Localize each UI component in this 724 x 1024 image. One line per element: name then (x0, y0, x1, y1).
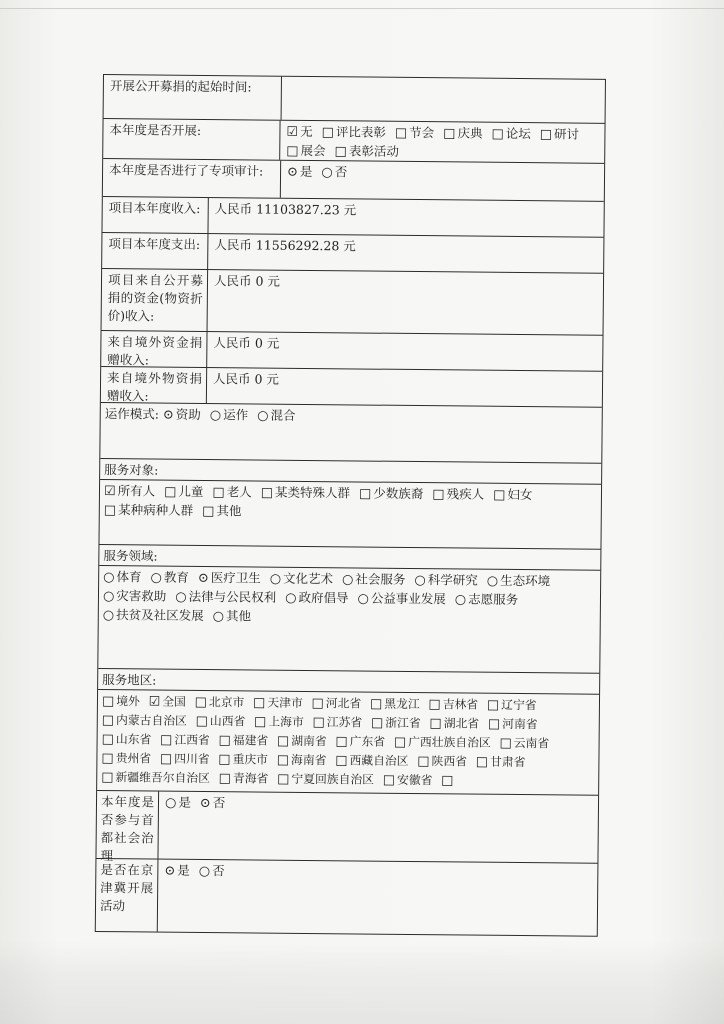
row-activities (103, 119, 604, 164)
checkbox-icon: □ (312, 715, 325, 731)
radio-icon: ○ (175, 589, 187, 605)
option-item[interactable] (493, 487, 532, 502)
option-label: 运作 (223, 407, 249, 423)
option-item[interactable] (487, 573, 551, 589)
option-label: 科学研究 (427, 572, 478, 588)
radio-icon: ○ (321, 165, 333, 181)
checkbox-icon: □ (276, 733, 290, 749)
label-service-target: 服务对象: (100, 459, 601, 485)
option-item[interactable] (311, 696, 361, 710)
option-label: 广东省 (349, 734, 386, 749)
label-service-field: 服务领域: (99, 545, 600, 571)
option-item[interactable] (101, 751, 151, 765)
options-activities (279, 121, 604, 163)
option-item[interactable] (257, 407, 296, 422)
row-service-region (97, 669, 599, 796)
option-label: 宁夏回族自治区 (291, 771, 375, 787)
option-label: 湖南省 (291, 733, 327, 749)
row-public-funds (102, 269, 604, 336)
label-jjj-activities: 是否在京津冀开展活动 (96, 859, 159, 932)
option-item[interactable] (219, 771, 269, 785)
option-item[interactable] (417, 754, 467, 768)
checkbox-icon: □ (475, 754, 489, 770)
option-label: 庆典 (457, 125, 483, 141)
options-operation-mode (163, 407, 301, 423)
row-jjj-activities (96, 859, 598, 936)
radio-selected-icon: ⊙ (199, 795, 211, 812)
value-start-time (282, 77, 605, 82)
checkbox-icon: □ (218, 771, 232, 787)
checked-checkbox-icon: ☑ (103, 484, 116, 500)
option-label: 残疾人 (446, 486, 485, 502)
option-label: 社会服务 (355, 571, 406, 587)
label-overseas-funds: 来自境外资金捐赠收入: (101, 331, 207, 367)
option-item[interactable] (395, 125, 434, 140)
option-item[interactable] (429, 716, 479, 730)
option-item[interactable] (499, 736, 549, 750)
radio-icon: ○ (342, 572, 354, 588)
option-item[interactable] (102, 694, 140, 708)
option-label: 生态环境 (500, 572, 551, 589)
checkbox-icon: □ (311, 696, 324, 712)
option-label: 新疆维吾尔自治区 (115, 770, 211, 786)
radio-icon: ○ (102, 608, 115, 624)
label-capital-governance: 本年度是否参与首都社会治理 (96, 791, 159, 859)
radio-icon: ○ (357, 591, 369, 607)
option-item[interactable] (102, 713, 187, 728)
option-item[interactable] (491, 126, 530, 141)
option-item[interactable] (335, 753, 408, 768)
checkbox-icon: □ (159, 732, 173, 748)
checkbox-icon: □ (486, 697, 500, 713)
option-label: 甘肃省 (489, 754, 526, 770)
option-item[interactable] (335, 734, 385, 748)
option-item[interactable] (357, 590, 445, 606)
checkbox-icon: □ (382, 772, 396, 788)
option-label: 某类特殊人群 (274, 484, 351, 501)
options-service-target (100, 480, 601, 525)
option-item[interactable] (165, 795, 191, 810)
option-item[interactable] (198, 570, 261, 586)
checkbox-icon: □ (491, 126, 504, 142)
scan-shadow (0, 940, 724, 1024)
checkbox-icon: □ (101, 732, 114, 748)
option-label: 法律与公民权利 (188, 588, 277, 605)
option-label: 其他 (216, 503, 242, 519)
checkbox-icon: □ (394, 125, 408, 141)
option-label: 文化艺术 (283, 570, 334, 587)
option-label: 山东省 (115, 732, 152, 747)
option-label: 公益事业发展 (370, 590, 446, 607)
checkbox-icon: □ (254, 714, 267, 730)
option-label: 所有人 (117, 483, 156, 499)
value-expense: 人民币 11556292.28 元 (214, 237, 356, 254)
row-operation-mode (100, 403, 602, 464)
checkbox-icon: □ (432, 487, 445, 503)
option-item[interactable] (383, 773, 433, 787)
option-item[interactable] (160, 733, 210, 747)
option-item[interactable] (540, 126, 579, 141)
option-item[interactable] (287, 164, 313, 179)
value-public-funds: 人民币 0 元 (213, 273, 280, 289)
checkbox-icon: □ (101, 751, 114, 767)
option-item[interactable] (199, 863, 225, 878)
checkbox-icon: □ (277, 771, 290, 787)
checkbox-icon: □ (487, 716, 501, 732)
option-item[interactable] (488, 717, 538, 731)
option-item[interactable] (253, 695, 303, 709)
options-special-audit (281, 161, 604, 185)
option-label: 河北省 (325, 696, 362, 711)
checkbox-icon: □ (218, 733, 231, 749)
option-item[interactable] (370, 697, 420, 711)
option-label: 安徽省 (396, 772, 433, 788)
checkbox-icon: □ (493, 487, 506, 503)
option-item[interactable] (277, 734, 327, 748)
checkbox-icon: □ (159, 751, 173, 767)
option-label: 体育 (116, 569, 142, 585)
option-label: 否 (212, 795, 226, 811)
option-item[interactable] (212, 484, 251, 499)
option-label: 辽宁省 (501, 697, 537, 713)
label-public-funds: 项目来自公开募捐的资金(物资折价)收入: (102, 269, 209, 331)
checkbox-icon: □ (429, 716, 442, 732)
checkbox-icon: □ (218, 752, 231, 768)
option-label: 表彰活动 (348, 143, 399, 159)
row-start-time (104, 75, 605, 124)
radio-icon: ○ (285, 590, 297, 606)
option-item[interactable] (195, 695, 245, 709)
checkbox-icon: □ (370, 715, 384, 731)
option-label: 全国 (162, 694, 186, 709)
row-expense (102, 233, 603, 274)
checkbox-icon: □ (499, 735, 512, 751)
label-expense: 项目本年度支出: (102, 233, 208, 269)
label-income: 项目本年度收入: (102, 197, 208, 233)
option-label: 江西省 (174, 732, 210, 748)
option-item[interactable] (270, 571, 334, 587)
option-item[interactable] (414, 572, 478, 588)
radio-icon: ○ (150, 570, 162, 586)
project-info-table (95, 74, 606, 937)
option-label: 黑龙江 (384, 696, 420, 712)
radio-icon: ○ (257, 408, 269, 424)
option-label: 是 (178, 794, 191, 810)
options-capital-governance (159, 792, 598, 817)
checked-checkbox-icon: ☑ (148, 694, 161, 710)
option-label: 老人 (226, 484, 252, 500)
option-item[interactable] (149, 694, 186, 708)
option-label: 灾害救助 (116, 588, 167, 604)
option-label: 论坛 (505, 125, 531, 142)
option-item[interactable] (210, 407, 249, 422)
checkbox-icon: □ (195, 713, 209, 730)
radio-icon: ○ (212, 609, 225, 625)
radio-selected-icon: ⊙ (197, 570, 209, 587)
row-overseas-funds (101, 331, 602, 372)
options-service-field (99, 566, 601, 630)
option-label: 政府倡导 (298, 589, 349, 606)
option-label: 西藏自治区 (349, 753, 409, 768)
option-item[interactable] (432, 486, 484, 501)
row-service-target (99, 459, 601, 550)
option-item[interactable] (163, 407, 201, 422)
option-label: 是 (299, 163, 313, 180)
option-label: 是 (177, 862, 190, 878)
option-item[interactable] (312, 715, 362, 729)
option-label: 贵州省 (115, 751, 152, 766)
option-item[interactable] (443, 125, 482, 140)
checkbox-icon: □ (260, 485, 274, 501)
option-item[interactable] (394, 735, 491, 750)
row-income (102, 197, 603, 238)
option-item[interactable] (218, 752, 268, 766)
radio-icon: ○ (164, 795, 177, 811)
value-overseas-funds: 人民币 0 元 (213, 335, 280, 351)
label-special-audit: 本年度是否进行了专项审计: (103, 159, 281, 198)
option-item[interactable] (175, 589, 276, 605)
option-item[interactable] (441, 773, 455, 787)
checkbox-icon: □ (101, 770, 114, 786)
checkbox-icon: □ (212, 485, 225, 501)
checkbox-icon: □ (101, 713, 115, 729)
option-item[interactable] (164, 863, 190, 878)
option-label: 教育 (163, 569, 189, 585)
option-label: 上海市 (268, 714, 304, 729)
value-income: 人民币 11103827.23 元 (214, 201, 357, 218)
option-label: 山西省 (209, 714, 246, 729)
option-item[interactable] (455, 591, 519, 607)
option-label: 境外 (116, 694, 140, 709)
option-label: 海南省 (291, 752, 327, 768)
scan-edge-line (0, 8, 724, 9)
radio-icon: ○ (103, 570, 115, 586)
checkbox-icon: □ (443, 126, 456, 142)
option-item[interactable] (261, 485, 350, 501)
row-service-field (98, 545, 600, 674)
radio-selected-icon: ⊙ (164, 863, 176, 879)
option-item[interactable] (104, 483, 155, 498)
option-item[interactable] (285, 590, 349, 606)
option-label: 节会 (409, 124, 435, 141)
checkbox-icon: □ (194, 694, 208, 711)
option-item[interactable] (196, 714, 246, 728)
label-service-region: 服务地区: (98, 669, 599, 695)
option-label: 福建省 (232, 733, 269, 748)
option-item[interactable] (342, 571, 406, 587)
radio-selected-icon: ⊙ (286, 164, 299, 180)
option-label: 陕西省 (431, 754, 468, 769)
option-label: 河南省 (502, 716, 538, 732)
option-label: 无 (300, 123, 313, 140)
option-item[interactable] (254, 714, 304, 728)
option-item[interactable] (476, 755, 526, 769)
option-item[interactable] (101, 770, 210, 785)
option-label: 妇女 (507, 486, 533, 503)
checkbox-icon: □ (286, 143, 299, 159)
option-item[interactable] (164, 484, 203, 499)
option-item[interactable] (200, 795, 226, 810)
row-capital-governance (96, 791, 598, 864)
option-item[interactable] (334, 143, 398, 159)
option-item[interactable] (428, 697, 478, 711)
option-item[interactable] (277, 753, 327, 767)
checkbox-icon: □ (103, 503, 117, 519)
checkbox-icon: □ (276, 752, 290, 768)
option-label: 某种病种人群 (118, 502, 194, 518)
row-overseas-goods (101, 367, 602, 408)
radio-icon: ○ (198, 863, 211, 880)
radio-selected-icon: ⊙ (162, 407, 174, 423)
checkbox-icon: □ (164, 484, 177, 500)
option-label: 重庆市 (232, 752, 269, 767)
option-label: 展会 (300, 142, 326, 159)
radio-icon: ○ (454, 592, 467, 608)
checkbox-icon: □ (321, 125, 334, 141)
option-item[interactable] (103, 588, 167, 604)
option-label: 青海省 (232, 771, 269, 786)
option-label: 云南省 (513, 735, 550, 751)
option-label: 评比表彰 (335, 124, 386, 140)
option-label: 志愿服务 (468, 591, 519, 608)
option-item[interactable] (102, 732, 152, 746)
option-item[interactable] (104, 502, 193, 518)
option-label: 否 (334, 164, 348, 180)
radio-icon: ○ (269, 571, 282, 587)
label-overseas-goods: 来自境外物资捐赠收入: (101, 367, 207, 403)
label-start-time: 开展公开募捐的起始时间: (104, 75, 282, 120)
option-item[interactable] (213, 608, 252, 623)
checkbox-icon: □ (441, 773, 454, 789)
option-label: 内蒙古自治区 (116, 713, 187, 728)
option-label: 湖北省 (443, 716, 480, 731)
option-item[interactable] (277, 772, 374, 787)
options-service-region (97, 690, 599, 792)
option-item[interactable] (286, 143, 325, 158)
radio-icon: ○ (102, 589, 115, 605)
option-item[interactable] (359, 485, 423, 501)
option-label: 天津市 (267, 695, 303, 710)
option-item[interactable] (322, 124, 386, 140)
option-label: 少数族裔 (373, 485, 424, 502)
checkbox-icon: □ (369, 696, 383, 712)
option-label: 儿童 (178, 483, 204, 499)
option-item[interactable] (487, 698, 537, 712)
option-label: 资助 (175, 406, 201, 422)
radio-icon: ○ (414, 573, 426, 589)
label-operation-mode: 运作模式: (104, 406, 160, 422)
option-item[interactable] (103, 569, 142, 584)
checkbox-icon: □ (417, 754, 430, 770)
option-label: 研讨 (554, 126, 580, 142)
option-item[interactable] (202, 503, 241, 518)
option-item[interactable] (160, 752, 210, 766)
option-label: 其他 (225, 608, 252, 624)
option-item[interactable] (371, 716, 421, 730)
option-item[interactable] (103, 607, 204, 623)
option-label: 吉林省 (442, 697, 479, 712)
checkbox-icon: □ (253, 695, 266, 711)
checkbox-icon: □ (335, 753, 348, 769)
option-label: 江苏省 (326, 715, 363, 730)
option-label: 否 (212, 863, 225, 879)
option-item[interactable] (286, 124, 312, 139)
option-item[interactable] (321, 164, 347, 179)
checkbox-icon: □ (358, 486, 372, 502)
option-label: 扶贫及社区发展 (116, 607, 204, 623)
option-label: 广西壮族自治区 (408, 734, 491, 750)
checked-checkbox-icon: ☑ (286, 124, 299, 140)
options-jjj-activities (158, 860, 597, 885)
option-label: 北京市 (208, 695, 245, 710)
option-label: 医疗卫生 (210, 570, 261, 586)
checkbox-icon: □ (335, 734, 348, 750)
option-item[interactable] (218, 733, 268, 747)
option-label: 四川省 (174, 751, 210, 767)
option-item[interactable] (150, 569, 189, 584)
radio-icon: ○ (486, 573, 499, 589)
option-label: 混合 (270, 407, 296, 423)
value-overseas-goods: 人民币 0 元 (213, 371, 280, 387)
checkbox-icon: □ (393, 734, 407, 750)
checkbox-icon: □ (334, 144, 347, 160)
option-label: 浙江省 (385, 715, 421, 731)
row-special-audit (103, 159, 604, 202)
label-activities: 本年度是否开展: (109, 122, 202, 138)
checkbox-icon: □ (539, 127, 553, 143)
checkbox-icon: □ (428, 697, 441, 713)
checkbox-icon: □ (101, 694, 115, 710)
checkbox-icon: □ (202, 503, 215, 520)
radio-icon: ○ (209, 408, 222, 424)
